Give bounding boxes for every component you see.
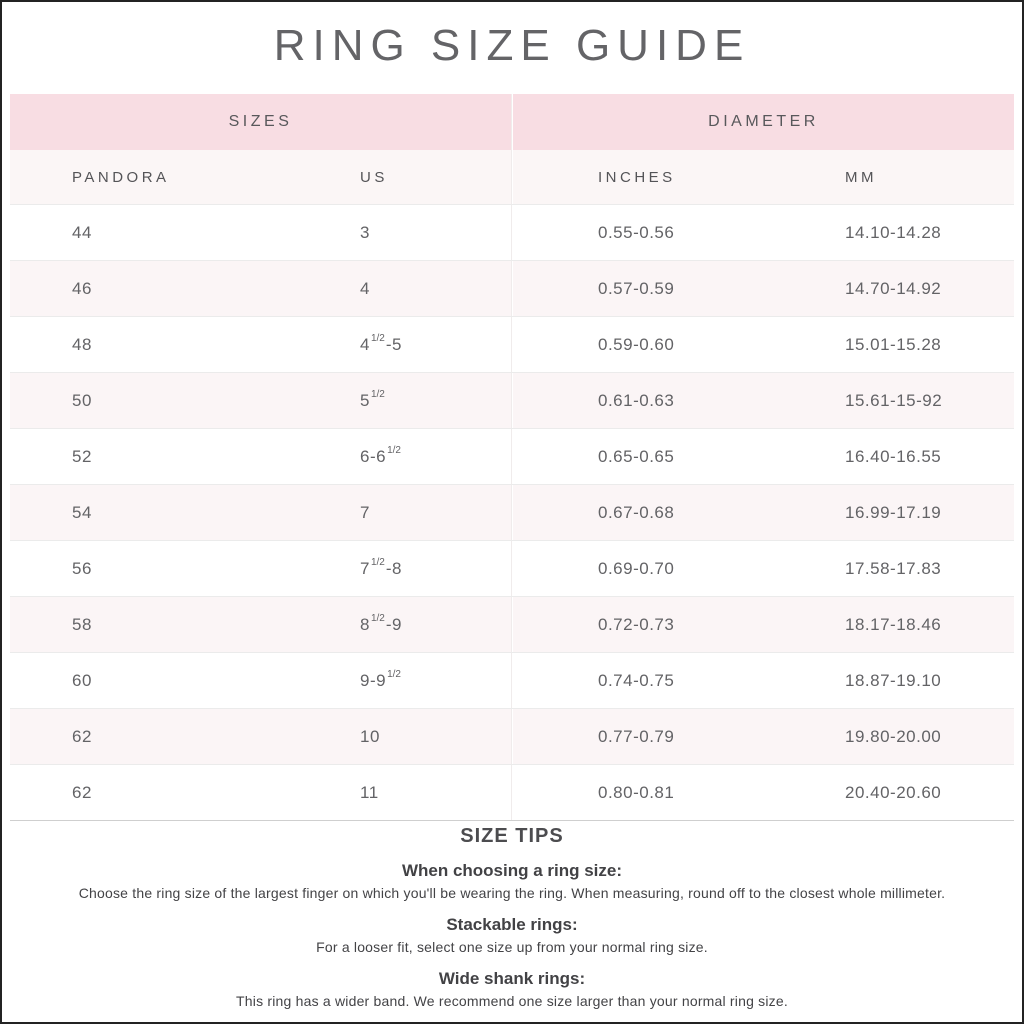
cell-inches: 0.77-0.79 [598, 726, 675, 746]
cell-pandora: 54 [72, 502, 92, 522]
table-row [10, 204, 1014, 260]
cell-us: 6-6 $^{1/2}$ [360, 444, 401, 466]
cell-us: 4 $^{1/2}$ -5 [360, 332, 402, 354]
cell-mm: 19.80-20.00 [845, 726, 942, 746]
cell-inches: 0.72-0.73 [598, 614, 675, 634]
cell-inches: 0.67-0.68 [598, 502, 675, 522]
cell-us: 4 [360, 278, 370, 298]
cell-inches: 0.74-0.75 [598, 670, 675, 690]
cell-us: 8 $^{1/2}$ -9 [360, 612, 402, 634]
tip-body: For a looser fit, select one size up from your normal ring size. [316, 939, 708, 955]
cell-mm: 14.70-14.92 [845, 278, 942, 298]
cell-pandora: 58 [72, 614, 92, 634]
cell-pandora: 48 [72, 334, 92, 354]
table-body [10, 204, 1014, 820]
tip-wide-shank [2, 968, 1022, 1010]
table-group-header-row [10, 94, 1014, 150]
tip-title: Stackable rings: [446, 915, 578, 934]
cell-mm: 16.99-17.19 [845, 502, 942, 522]
cell-us: 7 $^{1/2}$ -8 [360, 556, 402, 578]
cell-inches: 0.57-0.59 [598, 278, 675, 298]
cell-inches: 0.55-0.56 [598, 222, 675, 242]
tip-stackable [2, 914, 1022, 956]
cell-pandora: 62 [72, 782, 92, 802]
column-header-pandora: PANDORA [72, 168, 170, 186]
cell-mm: 14.10-14.28 [845, 222, 942, 242]
cell-inches: 0.69-0.70 [598, 558, 675, 578]
tip-title: When choosing a ring size: [401, 861, 623, 880]
column-header-us: US [360, 168, 388, 186]
table-row [10, 316, 1014, 372]
table-row [10, 260, 1014, 316]
page-title: RING SIZE GUIDE [273, 21, 751, 70]
column-header-mm: MM [845, 168, 877, 186]
cell-mm: 18.87-19.10 [845, 670, 942, 690]
cell-mm: 17.58-17.83 [845, 558, 942, 578]
cell-pandora: 50 [72, 390, 92, 410]
table-row [10, 764, 1014, 820]
table-row [10, 428, 1014, 484]
cell-us: 10 [360, 726, 380, 746]
table-row [10, 708, 1014, 764]
cell-mm: 20.40-20.60 [845, 782, 942, 802]
group-header-diameter: DIAMETER [513, 94, 1014, 150]
cell-inches: 0.61-0.63 [598, 390, 675, 410]
cell-pandora: 52 [72, 446, 92, 466]
column-header-inches: INCHES [598, 168, 676, 186]
cell-us: 11 [360, 782, 379, 802]
cell-us: 5 $^{1/2}$ [360, 388, 385, 410]
cell-us: 3 [360, 222, 370, 242]
group-header-sizes: SIZES [10, 94, 511, 150]
tip-body: This ring has a wider band. We recommend one size larger than your normal ring size. [236, 993, 788, 1009]
size-tips-heading: SIZE TIPS [460, 825, 564, 847]
tip-title: Wide shank rings: [438, 969, 586, 988]
cell-us: 9-9 $^{1/2}$ [360, 668, 401, 690]
cell-inches: 0.65-0.65 [598, 446, 675, 466]
size-tips-section [2, 825, 1022, 1010]
table-row [10, 372, 1014, 428]
cell-mm: 16.40-16.55 [845, 446, 942, 466]
cell-inches: 0.80-0.81 [598, 782, 675, 802]
cell-mm: 18.17-18.46 [845, 614, 942, 634]
cell-pandora: 60 [72, 670, 92, 690]
cell-mm: 15.01-15.28 [845, 334, 942, 354]
cell-pandora: 44 [72, 222, 92, 242]
table-row [10, 652, 1014, 708]
tip-body: Choose the ring size of the largest finger on which you'll be wearing the ring. When measuring, round off to the closest whole millimeter. [78, 885, 946, 901]
cell-pandora: 62 [72, 726, 92, 746]
table-row [10, 540, 1014, 596]
cell-pandora: 56 [72, 558, 92, 578]
tip-choosing [2, 860, 1022, 902]
table-row [10, 596, 1014, 652]
table-column-header-row [10, 150, 1014, 204]
cell-us: 7 [360, 502, 370, 522]
cell-inches: 0.59-0.60 [598, 334, 675, 354]
cell-mm: 15.61-15-92 [845, 390, 943, 410]
ring-size-table [10, 94, 1014, 821]
table-row [10, 484, 1014, 540]
cell-pandora: 46 [72, 278, 92, 298]
